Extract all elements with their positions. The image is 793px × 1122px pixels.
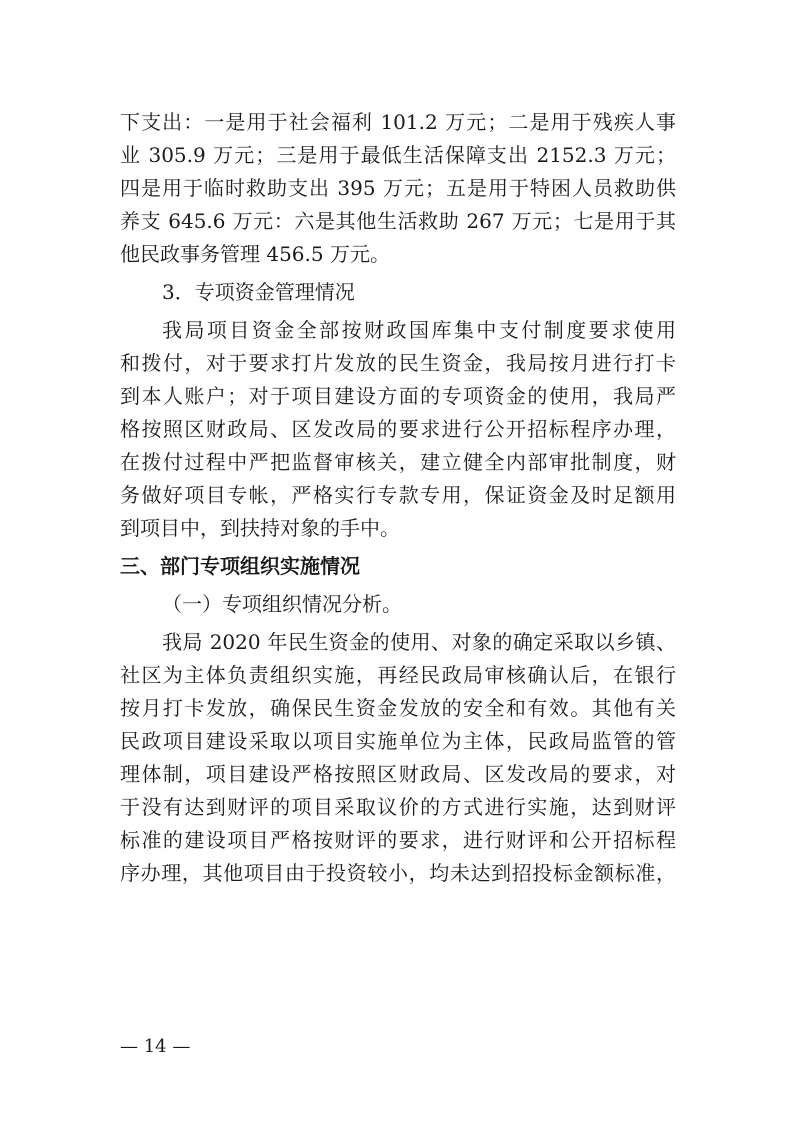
text-line: 和拨付，对于要求打片发放的民生资金，我局按月进行打卡	[120, 351, 676, 375]
text-line: 序办理，其他项目由于投资较小，均未达到招投标金额标准，	[120, 861, 676, 885]
subsection-heading: （一）专项组织情况分析。	[162, 592, 402, 616]
text-line: 格按照区财政局、区发改局的要求进行公开招标程序办理，	[120, 417, 676, 441]
text-line: 四是用于临时救助支出 395 万元；五是用于特困人员救助供	[120, 176, 676, 200]
section-heading: 三、部门专项组织实施情况	[120, 554, 360, 578]
text-line: 标准的建设项目严格按财评的要求，进行财评和公开招标程	[120, 828, 676, 852]
text-line: 按月打卡发放，确保民生资金发放的安全和有效。其他有关	[120, 696, 676, 720]
text-line: 务做好项目专帐，严格实行专款专用，保证资金及时足额用	[120, 483, 676, 507]
text-line: 社区为主体负责组织实施，再经民政局审核确认后，在银行	[120, 663, 676, 687]
text-line: 于没有达到财评的项目采取议价的方式进行实施，达到财评	[120, 795, 676, 819]
text-line: 我局 2020 年民生资金的使用、对象的确定采取以乡镇、	[162, 630, 676, 654]
text-line: 业 305.9 万元；三是用于最低生活保障支出 2152.3 万元；	[120, 143, 676, 167]
text-line: 到项目中，到扶持对象的手中。	[120, 516, 400, 540]
text-line: 理体制，项目建设严格按照区财政局、区发改局的要求，对	[120, 762, 676, 786]
paragraph-organization-analysis	[120, 626, 676, 890]
text-line: 下支出：一是用于社会福利 101.2 万元；二是用于残疾人事	[120, 110, 676, 134]
text-line: 到本人账户；对于项目建设方面的专项资金的使用，我局严	[120, 384, 676, 408]
text-line: 民政项目建设采取以项目实施单位为主体，民政局监管的管	[120, 729, 676, 753]
text-line: 在拨付过程中严把监督审核关，建立健全内部审批制度，财	[120, 450, 676, 474]
page-number: — 14 —	[120, 1036, 191, 1057]
text-line: 养支 645.6 万元：六是其他生活救助 267 万元；七是用于其	[120, 209, 676, 233]
paragraph-expenditure-breakdown	[120, 106, 676, 271]
document-body	[120, 106, 676, 890]
text-line: 我局项目资金全部按财政国库集中支付制度要求使用	[162, 318, 676, 342]
subheading-special-fund-management: 3．专项资金管理情况	[162, 280, 355, 304]
paragraph-fund-management	[120, 314, 676, 545]
text-line: 他民政事务管理 456.5 万元。	[120, 242, 390, 266]
